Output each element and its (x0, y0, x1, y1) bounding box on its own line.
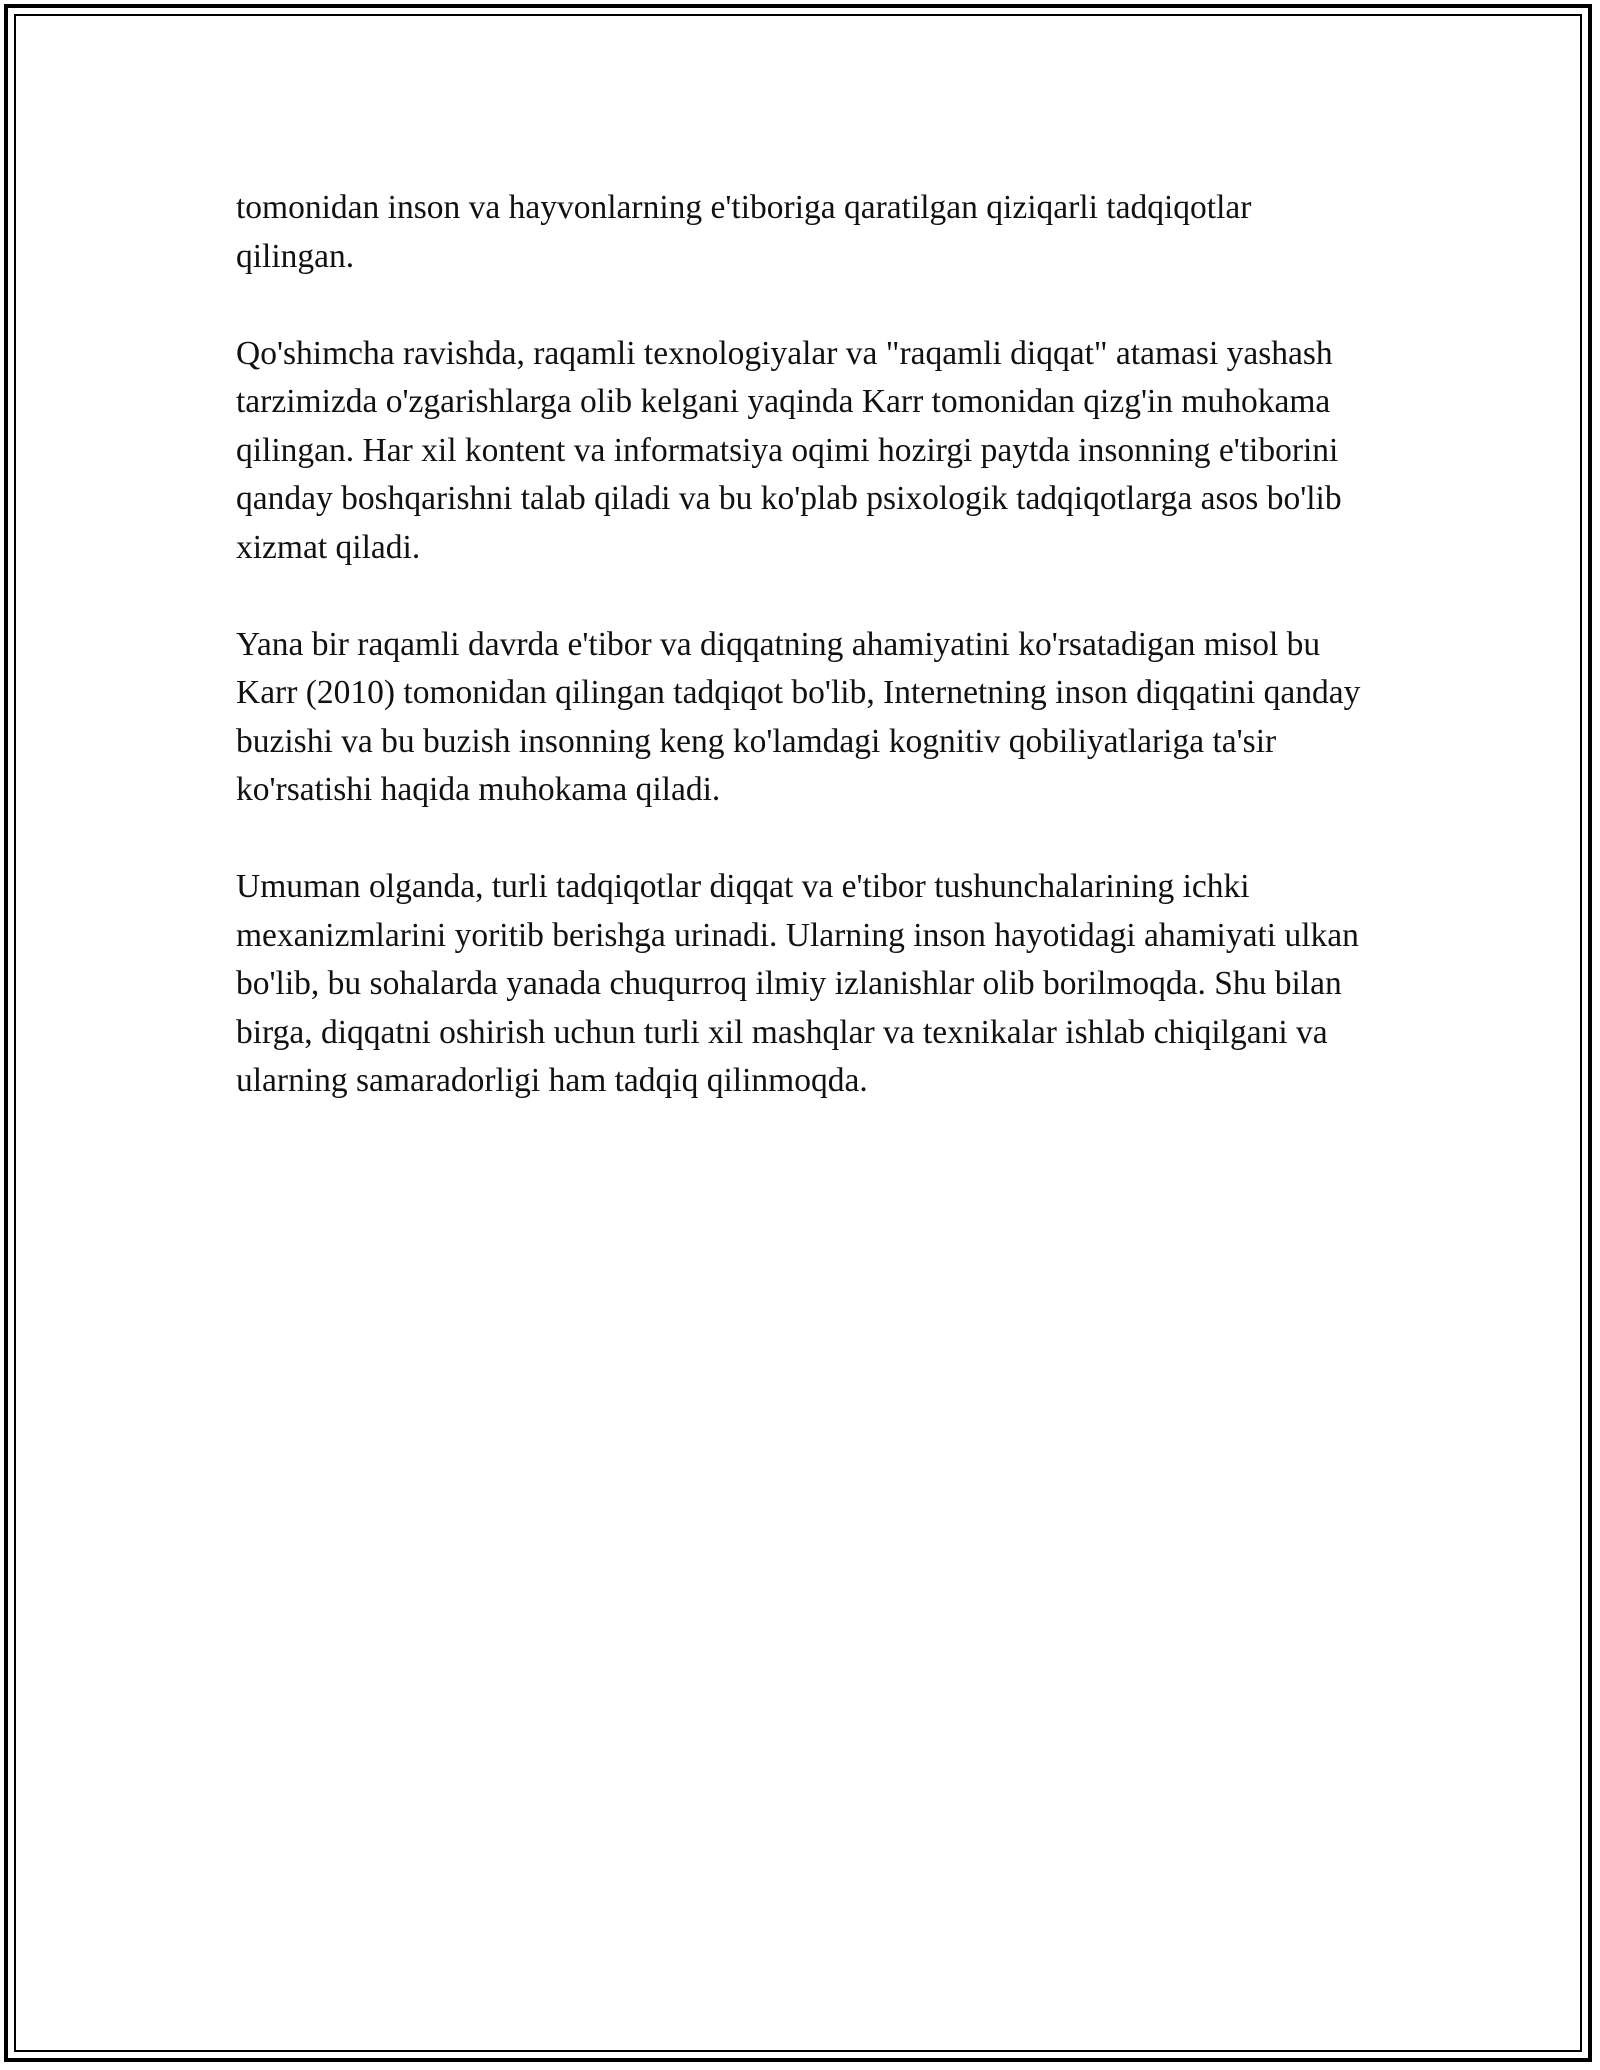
paragraph-3: Yana bir raqamli davrda e'tibor va diqqatning ahamiyatini ko'rsatadigan misol bu Karr (2010) tomonidan qilingan tadqiqot bo'lib, Internetning inson diqqatini qanday buzishi va bu buzish insonning keng ko'lamdagi kognitiv qobiliyatlariga ta'sir ko'rsatishi haqida muhokama qiladi. (236, 625, 1361, 808)
paragraph-2: Qo'shimcha ravishda, raqamli texnologiyalar va "raqamli diqqat" atamasi yashash tarzimizda o'zgarishlarga olib kelgani yaqinda Karr tomonidan qizg'in muhokama qilingan. Har xil kontent va informatsiya oqimi hozirgi paytda insonning e'tiborini qanday boshqarishni talab qiladi va bu ko'plab psixologik tadqiqotlarga asos bo'lib xizmat qiladi. (236, 334, 1342, 566)
paragraph-4: Umuman olganda, turli tadqiqotlar diqqat va e'tibor tushunchalarining ichki mexanizmlarini yoritib berishga urinadi. Ularning inson hayotidagi ahamiyati ulkan bo'lib, bu sohalarda yanada chuqurroq ilmiy izlanishlar olib borilmoqda. Shu bilan birga, diqqatni oshirish uchun turli xil mashqlar va texnikalar ishlab chiqilgani va ularning samaradorligi ham tadqiq qilinmoqda. (236, 868, 1359, 1099)
paragraph-1: tomonidan inson va hayvonlarning e'tiboriga qaratilgan qiziqarli tadqiqotlar qilingan. (236, 189, 1252, 275)
document-body (236, 184, 1366, 1154)
